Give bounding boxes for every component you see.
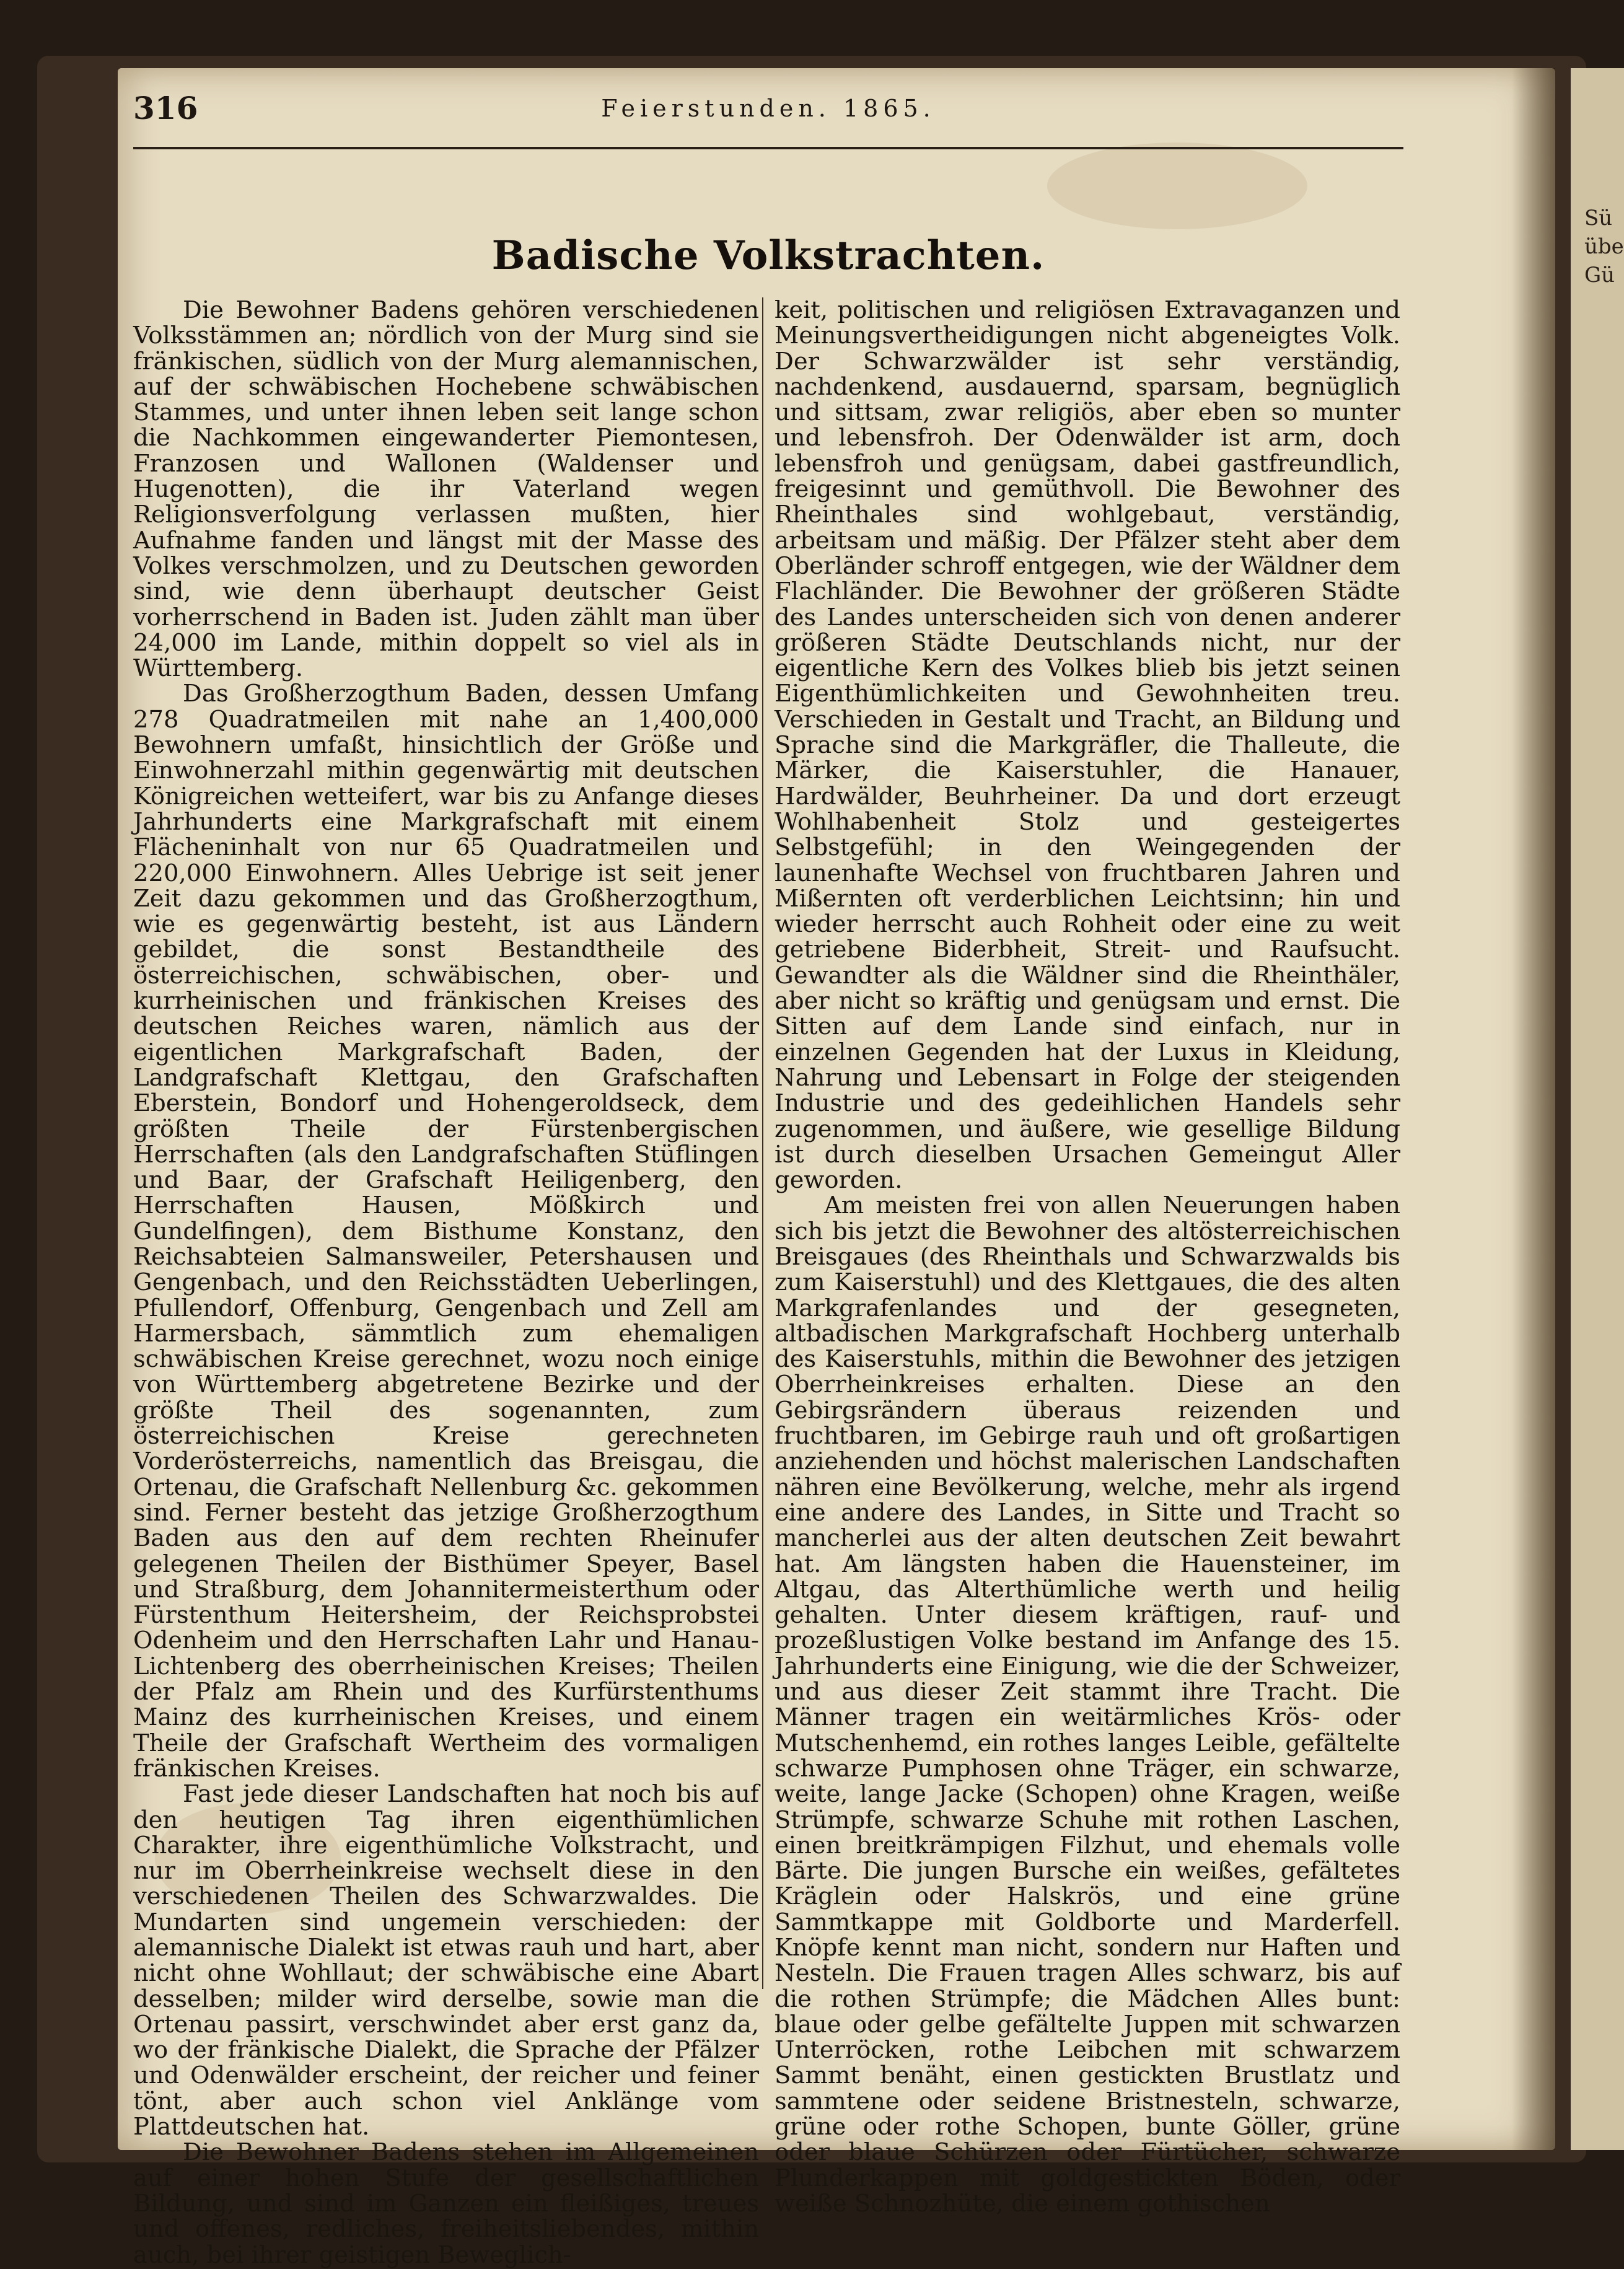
left-column bbox=[133, 296, 759, 2269]
next-page-fragment: Gü bbox=[1584, 263, 1615, 287]
paragraph: Die Bewohner Badens stehen im Allgemeinen auf einer hohen Stufe der gesellschaftlichen Bildung, und sind im Ganzen ein fleißiges, treues und offenes, redliches, freiheitsliebendes, mithin auch, bei ihrer geistigen Beweglich- bbox=[133, 2138, 759, 2269]
paragraph: Die Bewohner Badens gehören verschiedenen Volksstämmen an; nördlich von der Murg sind sie fränkischen, südlich von der Murg alemannischen, auf der schwäbischen Hochebene schwäbischen Stammes, und unter ihnen leben seit lange schon die Nachkommen eingewanderter Piemontesen, Franzosen und Wallonen (Waldenser und Hugenotten), die ihr Vaterland wegen Religionsverfolgung verlassen mußten, hier Aufnahme fanden und längst mit der Masse des Volkes verschmolzen, und zu Deutschen geworden sind, wie denn überhaupt deutscher Geist vorherrschend in Baden ist. Juden zählt man über 24,000 im Lande, mithin doppelt so viel als in Württemberg. bbox=[133, 296, 759, 683]
paragraph: Am meisten frei von allen Neuerungen haben sich bis jetzt die Bewohner des altösterreichischen Breisgaues (des Rheinthals und Schwarzwalds bis zum Kaiserstuhl) und des Klettgaues, die des alten Markgrafenlandes und der gesegneten, altbadischen Markgrafschaft Hochberg unterhalb des Kaiserstuhls, mithin die Bewohner des jetzigen Oberrheinkreises erhalten. Diese an den Gebirgsrändern überaus reizenden und fruchtbaren, im Gebirge rauh und oft großartigen anziehenden und höchst malerischen Landschaften nähren eine Bevölkerung, welche, mehr als irgend eine andere des Landes, in Sitte und Tracht so mancherlei aus der alten deutschen Zeit bewahrt hat. Am längsten haben die Hauensteiner, im Altgau, das Alterthümliche werth und heilig gehalten. Unter diesem kräftigen, rauf- und prozeßlustigen Volke bestand im Anfange des 15. Jahrhunderts eine Einigung, wie die der Schweizer, und aus dieser Zeit stammt ihre Tracht. Die Männer tragen ein weitärmliches Krös- oder Mutschenhemd, ein rothes langes Leible, gefältelte schwarze Pumphosen ohne Träger, ein schwarze, weite, lange Jacke (Schopen) ohne Kragen, weiße Strümpfe, schwarze Schuhe mit rothen Laschen, einen breitkrämpigen Filzhut, und ehemals volle Bärte. Die jungen Bursche ein weißes, gefältetes Kräglein oder Halskrös, und eine grüne Sammtkappe mit Goldborte und Marderfell. Knöpfe kennt man nicht, sondern nur Haften und Nesteln. Die Frauen tragen Alles schwarz, bis auf die rothen Strümpfe; die Mädchen Alles bunt: blaue oder gelbe gefältelte Juppen mit schwarzen Unterröcken, rothe Leibchen mit schwarzem Sammt benäht, einen gestickten Brustlatz und sammtene oder seidene Bristnesteln, schwarze, grüne oder rothe Schopen, bunte Göller, grüne oder blaue Schürzen oder Fürtücher, schwarze Plunderkappen mit goldgestickten Böden, oder weiße Schnozhüte, die einem gothischen bbox=[775, 1192, 1400, 2218]
page-number: 316 bbox=[133, 90, 198, 126]
next-page-edge bbox=[1571, 68, 1624, 2150]
running-title: Feierstunden. 1865. bbox=[601, 95, 936, 122]
column-divider bbox=[762, 297, 763, 1989]
paragraph: keit, politischen und religiösen Extravaganzen und Meinungsvertheidigungen nicht abgeneigtes Volk. Der Schwarzwälder ist sehr verständig, nachdenkend, ausdauernd, sparsam, begnüglich und sittsam, zwar religiös, aber eben so munter und lebensfroh. Der Odenwälder ist arm, doch lebensfroh und genügsam, dabei gastfreundlich, freigesinnt und gemüthvoll. Die Bewohner des Rheinthales sind wohlgebaut, verständig, arbeitsam und mäßig. Der Pfälzer steht aber dem Oberländer schroff entgegen, wie der Wäldner dem Flachländer. Die Bewohner der größeren Städte des Landes unterscheiden sich von denen anderer größeren Städte Deutschlands nicht, nur der eigentliche Kern des Volkes blieb bis jetzt seinen Eigenthümlichkeiten und Gewohnheiten treu. Verschieden in Gestalt und Tracht, an Bildung und Sprache sind die Markgräfler, die Thalleute, die Märker, die Kaiserstuhler, die Hanauer, Hardwälder, Beuhrheiner. Da und dort erzeugt Wohlhabenheit Stolz und gesteigertes Selbstgefühl; in den Weingegenden der launenhafte Wechsel von fruchtbaren Jahren und Mißernten oft verderblichen Leichtsinn; hin und wieder herrscht auch Rohheit oder eine zu weit getriebene Biderbheit, Streit- und Raufsucht. Gewandter als die Wäldner sind die Rheinthäler, aber nicht so kräftig und genügsam und ernst. Die Sitten auf dem Lande sind einfach, nur in einzelnen Gegenden hat der Luxus in Kleidung, Nahrung und Lebensart in Folge der steigenden Industrie und des gedeihlichen Handels sehr zugenommen, und äußere, wie gesellige Bildung ist durch dieselben Ursachen Gemeingut Aller geworden. bbox=[775, 296, 1400, 1195]
page-gutter-shadow bbox=[1512, 68, 1555, 2150]
next-page-fragment: übe bbox=[1584, 234, 1624, 259]
page-header bbox=[133, 84, 1403, 146]
article-title: Badische Volkstrachten. bbox=[491, 232, 1045, 279]
paper-stain bbox=[1047, 143, 1307, 229]
next-page-fragment: Sü bbox=[1584, 206, 1613, 230]
right-column bbox=[775, 296, 1400, 2218]
paragraph: Das Großherzogthum Baden, dessen Umfang 278 Quadratmeilen mit nahe an 1,400,000 Bewohnern umfaßt, hinsichtlich der Größe und Einwohnerzahl mithin gegenwärtig mit deutschen Königreichen wetteifert, war bis zu Anfange dieses Jahrhunderts eine Markgrafschaft mit einem Flächeninhalt von nur 65 Quadratmeilen und 220,000 Einwohnern. Alles Uebrige ist seit jener Zeit dazu gekommen und das Großherzogthum, wie es gegenwärtig besteht, ist aus Ländern gebildet, die sonst Bestandtheile des österreichischen, schwäbischen, ober- und kurrheinischen und fränkischen Kreises des deutschen Reiches waren, nämlich aus der eigentlichen Markgrafschaft Baden, der Landgrafschaft Klettgau, den Grafschaften Eberstein, Bondorf und Hohengeroldseck, dem größten Theile der Fürstenbergischen Herrschaften (als den Landgrafschaften Stüflingen und Baar, der Grafschaft Heiligenberg, den Herrschaften Hausen, Mößkirch und Gundelfingen), dem Bisthume Konstanz, den Reichsabteien Salmansweiler, Petershausen und Gengenbach, und den Reichsstädten Ueberlingen, Pfullendorf, Offenburg, Gengenbach und Zell am Harmersbach, sämmtlich zum ehemaligen schwäbischen Kreise gerechnet, wozu noch einige von Württemberg abgetretene Bezirke und der größte Theil des sogenannten, zum österreichischen Kreise gerechneten Vorderösterreichs, namentlich das Breisgau, die Ortenau, die Grafschaft Nellenburg &c. gekommen sind. Ferner besteht das jetzige Großherzogthum Baden aus den auf dem rechten Rheinufer gelegenen Theilen der Bisthümer Speyer, Basel und Straßburg, dem Johannitermeisterthum oder Fürstenthum Heitersheim, der Reichsprobstei Odenheim und den Herrschaften Lahr und Hanau-Lichtenberg des oberrheinischen Kreises; Theilen der Pfalz am Rhein und des Kurfürstenthums Mainz des kurrheinischen Kreises, und einem Theile der Grafschaft Wertheim des vormaligen fränkischen Kreises. bbox=[133, 680, 759, 1783]
paragraph: Fast jede dieser Landschaften hat noch bis auf den heutigen Tag ihren eigenthümlichen Charakter, ihre eigenthümliche Volkstracht, und nur im Oberrheinkreise wechselt diese in den verschiedenen Theilen des Schwarzwaldes. Die Mundarten sind ungemein verschieden: der alemannische Dialekt ist etwas rauh und hart, aber nicht ohne Wohllaut; der schwäbische eine Abart desselben; milder wird derselbe, sowie man die Ortenau passirt, verschwindet aber erst ganz da, wo der fränkische Dialekt, die Sprache der Pfälzer und Odenwälder erscheint, der reicher und feiner tönt, aber auch schon viel Anklänge vom Plattdeutschen hat. bbox=[133, 1780, 759, 2141]
header-rule bbox=[133, 147, 1403, 149]
